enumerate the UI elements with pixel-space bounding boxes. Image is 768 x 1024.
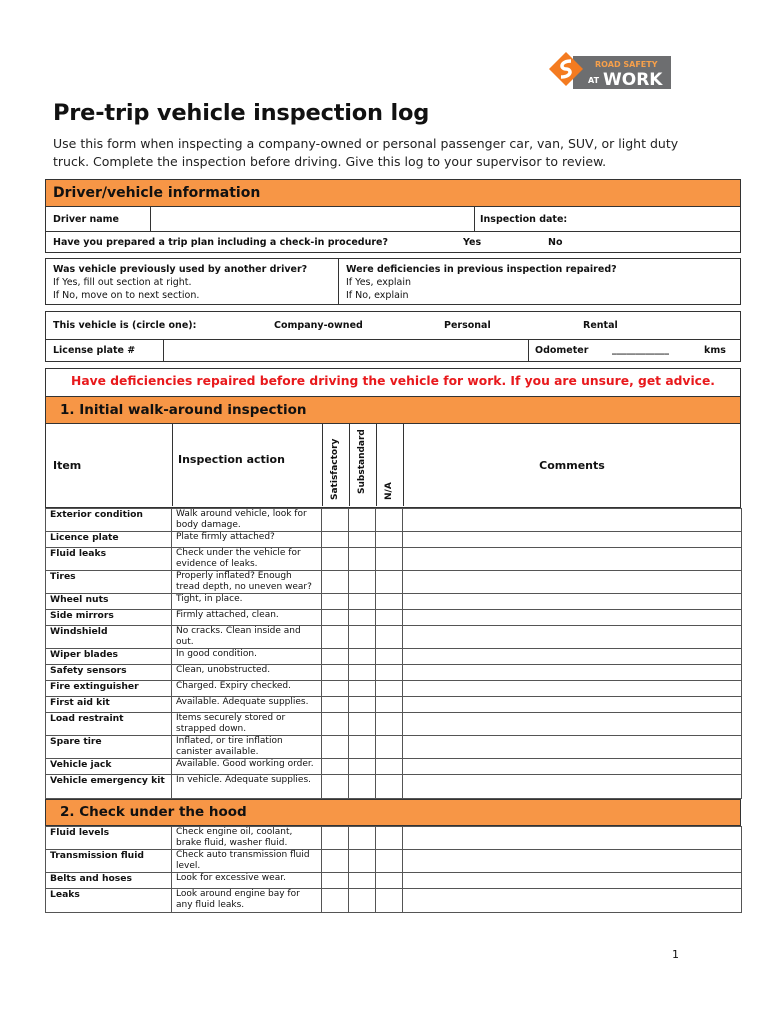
table-row bbox=[46, 736, 742, 759]
substandard-checkbox[interactable] bbox=[349, 759, 376, 775]
inspection-date-label: Inspection date: bbox=[480, 214, 568, 225]
col-comments: Comments bbox=[539, 459, 605, 472]
divider bbox=[172, 424, 173, 506]
deficiencies-question: Were deficiencies in previous inspection repaired? bbox=[346, 264, 617, 275]
item-action: Charged. Expiry checked. bbox=[172, 681, 322, 697]
item-name: Leaks bbox=[46, 889, 172, 913]
item-action: Check under the vehicle for evidence of leaks. bbox=[172, 548, 322, 571]
table-row bbox=[46, 759, 742, 775]
satisfactory-checkbox[interactable] bbox=[322, 697, 349, 713]
table-row bbox=[46, 509, 742, 532]
prev-driver-no-note: If No, move on to next section. bbox=[53, 290, 200, 301]
comments-field[interactable] bbox=[403, 610, 742, 626]
license-plate-label: License plate # bbox=[53, 345, 136, 356]
substandard-checkbox[interactable] bbox=[349, 889, 376, 913]
substandard-checkbox[interactable] bbox=[349, 736, 376, 759]
section2-header bbox=[45, 799, 741, 826]
item-action: Tight, in place. bbox=[172, 594, 322, 610]
na-checkbox[interactable] bbox=[376, 665, 403, 681]
intro-text: Use this form when inspecting a company-owned or personal passenger car, van, SUV, or light duty truck. Complete the inspection before driving. Give this log to your supervisor to review. bbox=[53, 136, 679, 169]
item-name: Vehicle jack bbox=[46, 759, 172, 775]
table-row bbox=[46, 775, 742, 799]
na-checkbox[interactable] bbox=[376, 594, 403, 610]
comments-field[interactable] bbox=[403, 509, 742, 532]
satisfactory-checkbox[interactable] bbox=[322, 649, 349, 665]
satisfactory-checkbox[interactable] bbox=[322, 889, 349, 913]
table-row bbox=[46, 548, 742, 571]
comments-field[interactable] bbox=[403, 713, 742, 736]
item-name: Fluid levels bbox=[46, 827, 172, 850]
substandard-checkbox[interactable] bbox=[349, 571, 376, 594]
item-name: Tires bbox=[46, 571, 172, 594]
substandard-checkbox[interactable] bbox=[349, 850, 376, 873]
item-action: Available. Adequate supplies. bbox=[172, 697, 322, 713]
item-name: Licence plate bbox=[46, 532, 172, 548]
item-name: Vehicle emergency kit bbox=[46, 775, 172, 799]
item-action: Clean, unobstructed. bbox=[172, 665, 322, 681]
divider bbox=[528, 339, 529, 361]
prev-driver-yes-note: If Yes, fill out section at right. bbox=[53, 277, 192, 288]
satisfactory-checkbox[interactable] bbox=[322, 873, 349, 889]
section2-table bbox=[45, 826, 742, 913]
trip-plan-question: Have you prepared a trip plan including a check-in procedure? bbox=[53, 237, 388, 248]
satisfactory-checkbox[interactable] bbox=[322, 532, 349, 548]
na-checkbox[interactable] bbox=[376, 850, 403, 873]
substandard-checkbox[interactable] bbox=[349, 548, 376, 571]
driver-name-field[interactable] bbox=[152, 208, 472, 230]
table-row bbox=[46, 713, 742, 736]
satisfactory-checkbox[interactable] bbox=[322, 681, 349, 697]
table-row bbox=[46, 850, 742, 873]
item-action: In good condition. bbox=[172, 649, 322, 665]
na-checkbox[interactable] bbox=[376, 532, 403, 548]
vehicle-option-company-owned[interactable]: Company-owned bbox=[274, 320, 363, 331]
substandard-checkbox[interactable] bbox=[349, 681, 376, 697]
odometer-field[interactable]: ____________ bbox=[612, 344, 669, 355]
item-action: Properly inflated? Enough tread depth, no uneven wear? bbox=[172, 571, 322, 594]
item-action: Available. Good working order. bbox=[172, 759, 322, 775]
divider bbox=[338, 259, 339, 304]
page-title: Pre-trip vehicle inspection log bbox=[53, 100, 430, 126]
na-checkbox[interactable] bbox=[376, 873, 403, 889]
vehicle-option-personal[interactable]: Personal bbox=[444, 320, 491, 331]
item-name: Safety sensors bbox=[46, 665, 172, 681]
logo-line2: AT bbox=[588, 76, 600, 85]
satisfactory-checkbox[interactable] bbox=[322, 736, 349, 759]
comments-field[interactable] bbox=[403, 649, 742, 665]
substandard-checkbox[interactable] bbox=[349, 626, 376, 649]
previous-use-box bbox=[45, 258, 741, 305]
table-row bbox=[46, 665, 742, 681]
road-safety-at-work-logo bbox=[547, 50, 673, 92]
item-action: Check auto transmission fluid level. bbox=[172, 850, 322, 873]
table-row bbox=[46, 873, 742, 889]
divider bbox=[349, 424, 350, 506]
comments-field[interactable] bbox=[403, 548, 742, 571]
na-checkbox[interactable] bbox=[376, 775, 403, 799]
satisfactory-checkbox[interactable] bbox=[322, 571, 349, 594]
na-checkbox[interactable] bbox=[376, 681, 403, 697]
divider bbox=[474, 207, 475, 231]
na-checkbox[interactable] bbox=[376, 827, 403, 850]
section1-table bbox=[45, 508, 742, 799]
na-checkbox[interactable] bbox=[376, 736, 403, 759]
table-row bbox=[46, 827, 742, 850]
deficiencies-no-note: If No, explain bbox=[346, 290, 409, 301]
driver-vehicle-section-header bbox=[45, 179, 741, 207]
trip-plan-yes[interactable]: Yes bbox=[463, 237, 482, 248]
item-name: Load restraint bbox=[46, 713, 172, 736]
col-item: Item bbox=[53, 459, 82, 472]
comments-field[interactable] bbox=[403, 775, 742, 799]
comments-field[interactable] bbox=[403, 736, 742, 759]
table-row bbox=[46, 649, 742, 665]
na-checkbox[interactable] bbox=[376, 889, 403, 913]
comments-field[interactable] bbox=[403, 665, 742, 681]
satisfactory-checkbox[interactable] bbox=[322, 827, 349, 850]
trip-plan-no[interactable]: No bbox=[548, 237, 563, 248]
satisfactory-checkbox[interactable] bbox=[322, 610, 349, 626]
item-name: Exterior condition bbox=[46, 509, 172, 532]
col-na: N/A bbox=[384, 482, 394, 500]
substandard-checkbox[interactable] bbox=[349, 873, 376, 889]
table-row bbox=[46, 889, 742, 913]
item-name: Transmission fluid bbox=[46, 850, 172, 873]
divider bbox=[46, 231, 740, 232]
comments-field[interactable] bbox=[403, 626, 742, 649]
item-name: Wheel nuts bbox=[46, 594, 172, 610]
substandard-checkbox[interactable] bbox=[349, 509, 376, 532]
logo-line1: ROAD SAFETY bbox=[595, 60, 658, 69]
satisfactory-checkbox[interactable] bbox=[322, 713, 349, 736]
item-name: Fire extinguisher bbox=[46, 681, 172, 697]
license-plate-field[interactable] bbox=[165, 340, 526, 361]
item-action: Check engine oil, coolant, brake fluid, washer fluid. bbox=[172, 827, 322, 850]
table-row bbox=[46, 626, 742, 649]
divider bbox=[376, 424, 377, 506]
prev-driver-question: Was vehicle previously used by another driver? bbox=[53, 264, 308, 275]
comments-field[interactable] bbox=[403, 697, 742, 713]
satisfactory-checkbox[interactable] bbox=[322, 548, 349, 571]
col-satisfactory: Satisfactory bbox=[330, 438, 340, 500]
deficiencies-yes-note: If Yes, explain bbox=[346, 277, 411, 288]
substandard-checkbox[interactable] bbox=[349, 649, 376, 665]
table-row bbox=[46, 532, 742, 548]
satisfactory-checkbox[interactable] bbox=[322, 850, 349, 873]
substandard-checkbox[interactable] bbox=[349, 610, 376, 626]
col-substandard: Substandard bbox=[357, 429, 367, 494]
na-checkbox[interactable] bbox=[376, 759, 403, 775]
item-action: Look for excessive wear. bbox=[172, 873, 322, 889]
item-name: Belts and hoses bbox=[46, 873, 172, 889]
table-row bbox=[46, 610, 742, 626]
item-name: Fluid leaks bbox=[46, 548, 172, 571]
item-action: In vehicle. Adequate supplies. bbox=[172, 775, 322, 799]
na-checkbox[interactable] bbox=[376, 649, 403, 665]
comments-field[interactable] bbox=[403, 532, 742, 548]
na-checkbox[interactable] bbox=[376, 571, 403, 594]
satisfactory-checkbox[interactable] bbox=[322, 509, 349, 532]
na-checkbox[interactable] bbox=[376, 509, 403, 532]
comments-field[interactable] bbox=[403, 759, 742, 775]
item-name: Spare tire bbox=[46, 736, 172, 759]
vehicle-type-label: This vehicle is (circle one): bbox=[53, 320, 197, 331]
item-name: Side mirrors bbox=[46, 610, 172, 626]
item-action: Plate firmly attached? bbox=[172, 532, 322, 548]
substandard-checkbox[interactable] bbox=[349, 827, 376, 850]
substandard-checkbox[interactable] bbox=[349, 775, 376, 799]
divider bbox=[163, 339, 164, 361]
comments-field[interactable] bbox=[403, 850, 742, 873]
vehicle-option-rental[interactable]: Rental bbox=[583, 320, 618, 331]
comments-field[interactable] bbox=[403, 594, 742, 610]
satisfactory-checkbox[interactable] bbox=[322, 759, 349, 775]
driver-info-box bbox=[45, 206, 741, 253]
na-checkbox[interactable] bbox=[376, 548, 403, 571]
divider bbox=[322, 424, 323, 506]
vehicle-type-box bbox=[45, 311, 741, 362]
comments-field[interactable] bbox=[403, 681, 742, 697]
comments-field[interactable] bbox=[403, 571, 742, 594]
odometer-label: Odometer bbox=[535, 345, 589, 356]
table-row bbox=[46, 594, 742, 610]
table-row bbox=[46, 571, 742, 594]
na-checkbox[interactable] bbox=[376, 610, 403, 626]
section2-heading: 2. Check under the hood bbox=[60, 804, 247, 820]
comments-field[interactable] bbox=[403, 873, 742, 889]
satisfactory-checkbox[interactable] bbox=[322, 594, 349, 610]
warning-box bbox=[45, 368, 741, 396]
substandard-checkbox[interactable] bbox=[349, 665, 376, 681]
divider bbox=[150, 207, 151, 231]
item-name: First aid kit bbox=[46, 697, 172, 713]
item-action: No cracks. Clean inside and out. bbox=[172, 626, 322, 649]
table-row bbox=[46, 681, 742, 697]
section1-heading: 1. Initial walk-around inspection bbox=[60, 402, 307, 418]
na-checkbox[interactable] bbox=[376, 626, 403, 649]
section1-column-header bbox=[45, 424, 741, 508]
comments-field[interactable] bbox=[403, 827, 742, 850]
col-inspection-action: Inspection action bbox=[178, 453, 285, 466]
substandard-checkbox[interactable] bbox=[349, 697, 376, 713]
substandard-checkbox[interactable] bbox=[349, 713, 376, 736]
substandard-checkbox[interactable] bbox=[349, 594, 376, 610]
driver-name-label: Driver name bbox=[53, 214, 119, 225]
comments-field[interactable] bbox=[403, 889, 742, 913]
inspection-date-field[interactable] bbox=[580, 208, 738, 230]
item-action: Walk around vehicle, look for body damage. bbox=[172, 509, 322, 532]
item-action: Items securely stored or strapped down. bbox=[172, 713, 322, 736]
satisfactory-checkbox[interactable] bbox=[322, 626, 349, 649]
item-name: Windshield bbox=[46, 626, 172, 649]
satisfactory-checkbox[interactable] bbox=[322, 665, 349, 681]
driver-vehicle-heading: Driver/vehicle information bbox=[53, 185, 261, 201]
item-name: Wiper blades bbox=[46, 649, 172, 665]
na-checkbox[interactable] bbox=[376, 697, 403, 713]
table-row bbox=[46, 697, 742, 713]
item-action: Inflated, or tire inflation canister available. bbox=[172, 736, 322, 759]
substandard-checkbox[interactable] bbox=[349, 532, 376, 548]
page-number: 1 bbox=[672, 948, 679, 961]
warning-text: Have deficiencies repaired before driving the vehicle for work. If you are unsure, get advice. bbox=[71, 374, 715, 388]
na-checkbox[interactable] bbox=[376, 713, 403, 736]
item-action: Firmly attached, clean. bbox=[172, 610, 322, 626]
satisfactory-checkbox[interactable] bbox=[322, 775, 349, 799]
item-action: Look around engine bay for any fluid leaks. bbox=[172, 889, 322, 913]
section1-header bbox=[45, 396, 741, 424]
odometer-units: kms bbox=[704, 345, 726, 356]
logo-line3: WORK bbox=[603, 70, 663, 90]
